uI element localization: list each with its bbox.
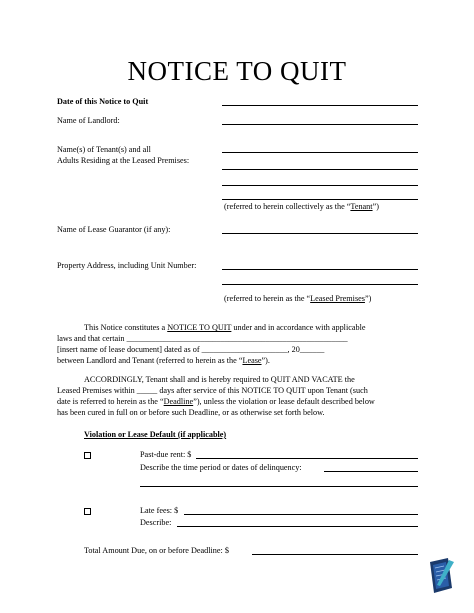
fees-checkbox[interactable]: [84, 508, 91, 515]
para2-line1: ACCORDINGLY, Tenant shall and is hereby required to QUIT AND VACATE the: [84, 375, 355, 384]
tenant-label-1: Name(s) of Tenant(s) and all: [57, 145, 151, 154]
landlord-field[interactable]: [222, 124, 418, 125]
premises-reference: (referred to herein as the “Leased Premises”): [224, 294, 372, 303]
total-amount-field[interactable]: [252, 554, 418, 555]
para2-line4: has been cured in full on or before such Deadline, or as otherwise set forth below.: [57, 408, 325, 417]
tenant-label-2: Adults Residing at the Leased Premises:: [57, 156, 190, 165]
document-logo-icon: [426, 556, 456, 596]
rent-desc-field-2[interactable]: [140, 486, 418, 487]
para1-line1: This Notice constitutes a NOTICE TO QUIT under and in accordance with applicable: [84, 323, 366, 332]
rent-desc-label: Describe the time period or dates of delinquency:: [140, 463, 302, 472]
rent-amount-field[interactable]: [196, 458, 418, 459]
total-label: Total Amount Due, on or before Deadline: $: [84, 546, 229, 555]
property-field-2[interactable]: [222, 284, 418, 285]
guarantor-label: Name of Lease Guarantor (if any):: [57, 225, 171, 234]
rent-checkbox[interactable]: [84, 452, 91, 459]
fees-label: Late fees: $: [140, 506, 179, 515]
fees-desc-label: Describe:: [140, 518, 172, 527]
fees-amount-field[interactable]: [184, 514, 418, 515]
tenant-field-3[interactable]: [222, 185, 418, 186]
para2-line3: date is referred to herein as the “Deadline”), unless the violation or lease default described below: [57, 397, 375, 406]
tenant-field-4[interactable]: [222, 199, 418, 200]
para1-line3: [insert name of lease document] dated as of _____________________, 20______: [57, 345, 325, 354]
landlord-label: Name of Landlord:: [57, 116, 120, 125]
rent-label: Past-due rent: $: [140, 450, 192, 459]
date-field[interactable]: [222, 105, 418, 106]
tenant-reference: (referred to herein collectively as the “Tenant”): [224, 202, 379, 211]
para1-line4: between Landlord and Tenant (referred to herein as the “Lease”).: [57, 356, 270, 365]
property-field-1[interactable]: [222, 269, 418, 270]
date-label: Date of this Notice to Quit: [57, 97, 149, 106]
violation-heading: Violation or Lease Default (if applicable): [84, 430, 227, 439]
guarantor-field[interactable]: [222, 233, 418, 234]
page-title: NOTICE TO QUIT: [127, 56, 347, 86]
tenant-field-1[interactable]: [222, 152, 418, 153]
fees-desc-field[interactable]: [177, 526, 418, 527]
para2-line2: Leased Premises within _____ days after service of this NOTICE TO QUIT upon Tenant (such: [57, 386, 368, 395]
property-label: Property Address, including Unit Number:: [57, 261, 197, 270]
rent-desc-field-1[interactable]: [324, 471, 418, 472]
para1-line2: laws and that certain ______________________________________________________: [57, 334, 348, 343]
tenant-field-2[interactable]: [222, 169, 418, 170]
